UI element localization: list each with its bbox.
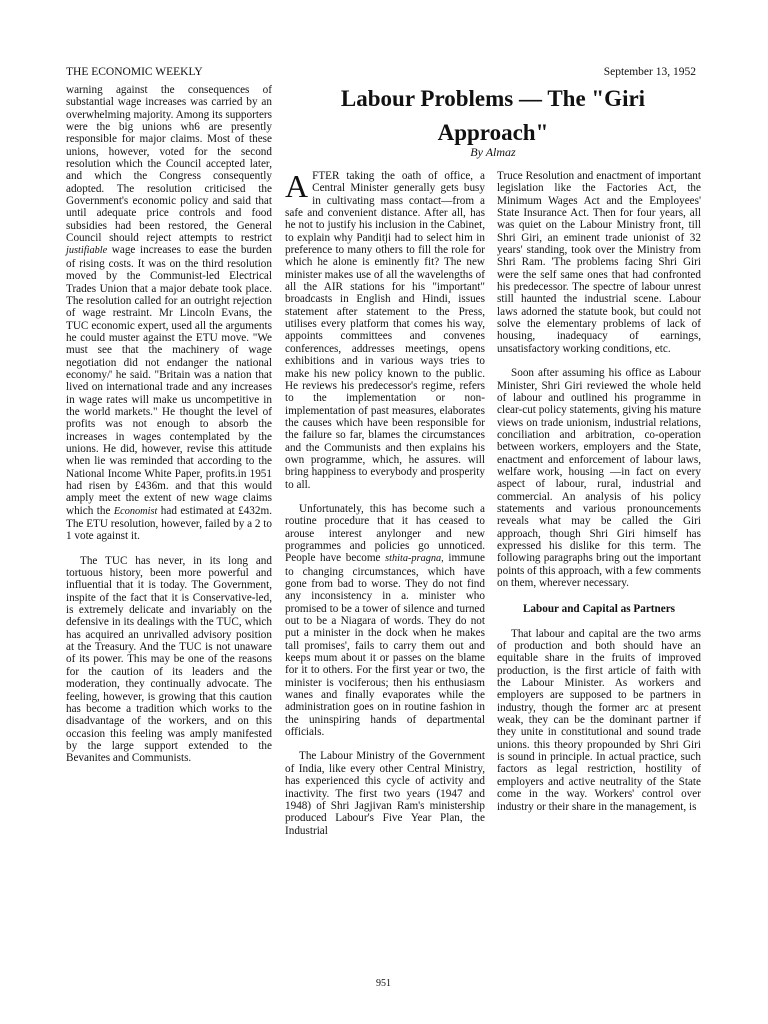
column-2-paragraph-3: The Labour Ministry of the Government of India, like every other Central Ministry, has experienced this cycle of activity and inactivity. The first two years (1947 and 1948) of Shri Jagjivan Ram's ministership produced Labour's Five Year Plan, the Industrial: [285, 750, 485, 837]
column-2-paragraph-1: AFTER taking the oath of office, a Central Minister generally gets busy in cultivating mass contact—from a safe and convenient distance. After all, has he not to justify his inclusion in the Cabinet, to explain why Panditji had to select him in preference to many others to fill the role for which he alone is eminently fit? The new minister makes use of all the wavelengths of all the AIR stations for his "important" broadcasts in English and Hindi, issues statement after statement to the Press, utilises every platform that comes his way, appoints committees and convenes conferences, addresses meetings, opens exhibitions and in various ways tries to make his new policy known to the public. He reviews his predecessor's regime, refers to the implementation or non-implementation of past measures, elaborates the causes which have been responsible for the failure so far, blames the circumstances and the Communists and then explains his own programme, which, he assures. will bring happiness to everybody and prosperity to all.: [285, 168, 485, 491]
column-3-paragraph-2: Soon after assuming his office as Labour Minister, Shri Giri reviewed the whole held of labour and outlined his programme in clear-cut policy statements, giving his mature views on trade unionism, industrial relations, conciliation and arbitration, co-operation between workers, employers and the State, enactment and enforcement of labour laws, welfare work, housing —in fact on every aspect of labour, rural, industrial and commercial. An analysis of his policy statements and various pronouncements reveals what may be called the Giri approach, though Shri Giri himself has expressed his dislike for this term. The following paragraphs bring out the important points of this approach, with a few comments on them, wherever necessary.: [497, 367, 701, 589]
drop-cap: A: [285, 168, 309, 204]
emphasis: sthita-pragna,: [385, 553, 444, 565]
column-1-paragraph-2: The TUC has never, in its long and tortuous history, been more powerful and influential that it is today. The Government, inspite of the fact that it is Conservative-led, is extremely delicate and invariably on the defensive in its dealings with the TUC, which has acquired an unrivalled advisory position at the Treasury. And the TUC is not unaware of its power. This may be one of the reasons for the caution of its leaders and the moderation, they continually advocate. The feeling, however, is growing that this caution has become a tradition which works to the disadvantage of the workers, and on this occasion this feeling was amply manifested by the large support extended to the Bevanites and Communists.: [66, 554, 272, 765]
column-2-paragraph-2: Unfortunately, this has become such a routine procedure that it has ceased to arouse interest anylonger and new programmes and policies go unnoticed. People have become sthita-pragna, immune to changing circumstances, which have gone from bad to worse. They do not find any inconsistency in a. minister who promised to be a tower of silence and turned out to be a Niagara of words. They do not put a minister in the dock when he makes tall promises', fails to carry them out and keeps mum about it or passes on the blame for it to others. For the first year or two, the minister is vociferous; then his enthusiasm wanes and finally evaporates while the administration goes on in routine fashion in the uninspiring hands of departmental officials.: [285, 502, 485, 739]
page-number: 951: [376, 978, 391, 989]
article-title: Labour Problems — The "Giri Approach": [340, 86, 646, 145]
issue-date: September 13, 1952: [603, 66, 696, 78]
column-1-paragraph-1: warning against the consequences of substantial wage increases was carried by an overwhelming majority. Among its supporters were the big unions wh6 are presently responsible for major claims. Most of these unions, however, voted for the second resolution which the Council accepted later, and which the Congress consequently adopted. The resolution criticised the Government's economic policy and said that until adequate price controls and food subsidies had been restored, the General Council should reject attempts to restrict justifiable wage increases to ease the burden of rising costs. It was on the third resolution moved by the Communist-led Electrical Trades Union that a major debate took place. The resolution called for an outright rejection of wage restraint. Mr Lincoln Evans, the TUC economic expert, used all the arguments he could muster against the ETU move. "We must see that the machinery of wage negotiation did not endanger the national economy/' he said. "Britain was a nation that lived on international trade and any increases in wage rates will make us uncompetitive in the world markets." He thought the level of profits was not enough to absorb the increases in wages contemplated by the unions. He did, however, revise this attitude when lie was reminded that according to the National Income White Paper, profits.in 1951 had risen by £436m. and that this would amply meet the extent of new wage claims which the Economist had estimated at £432m. The ETU resolution, however, failed by a 2 to 1 vote against it.: [66, 84, 272, 543]
article-byline: By Almaz: [470, 145, 516, 159]
section-subheading: Labour and Capital as Partners: [522, 603, 676, 616]
emphasis: justifiable: [66, 245, 108, 257]
column-1: [66, 84, 272, 765]
emphasis: Economist: [113, 505, 158, 517]
journal-name: THE ECONOMIC WEEKLY: [66, 66, 203, 78]
column-2: [285, 170, 485, 837]
column-3-paragraph-1: Truce Resolution and enactment of important legislation like the Factories Act, the Minimum Wages Act and the Employees' State Insurance Act. Then for four years, all was quiet on the Labour Ministry front, till Shri Giri, an eminent trade unionist of 32 years' standing, took over the Ministry from Shri Ram. 'The problems facing Shri Giri were the self same ones that had confronted his predecessor. The spectre of labour unrest still haunted the industrial scene. Labour laws adorned the statute book, but could not solve the elementary problems of lack of housing, inadequacy of earnings, unsatisfactory working conditions, etc.: [497, 170, 701, 355]
column-3-paragraph-3: That labour and capital are the two arms of production and both should have an equitable share in the fruits of improved production, is the first article of faith with the Labour Minister. As workers and employers are supposed to be partners in industry, though the former arc at present weak, they can be the dominant partner if they unite in constitutional and sound trade unions. this theory propounded by Shri Giri is sound in principle. In actual practice, such factors as legal restriction, hostility of employers and active neutrality of the State come in the way. Workers' control over industry or their share in the management, is: [497, 627, 701, 813]
column-3: [497, 170, 701, 813]
